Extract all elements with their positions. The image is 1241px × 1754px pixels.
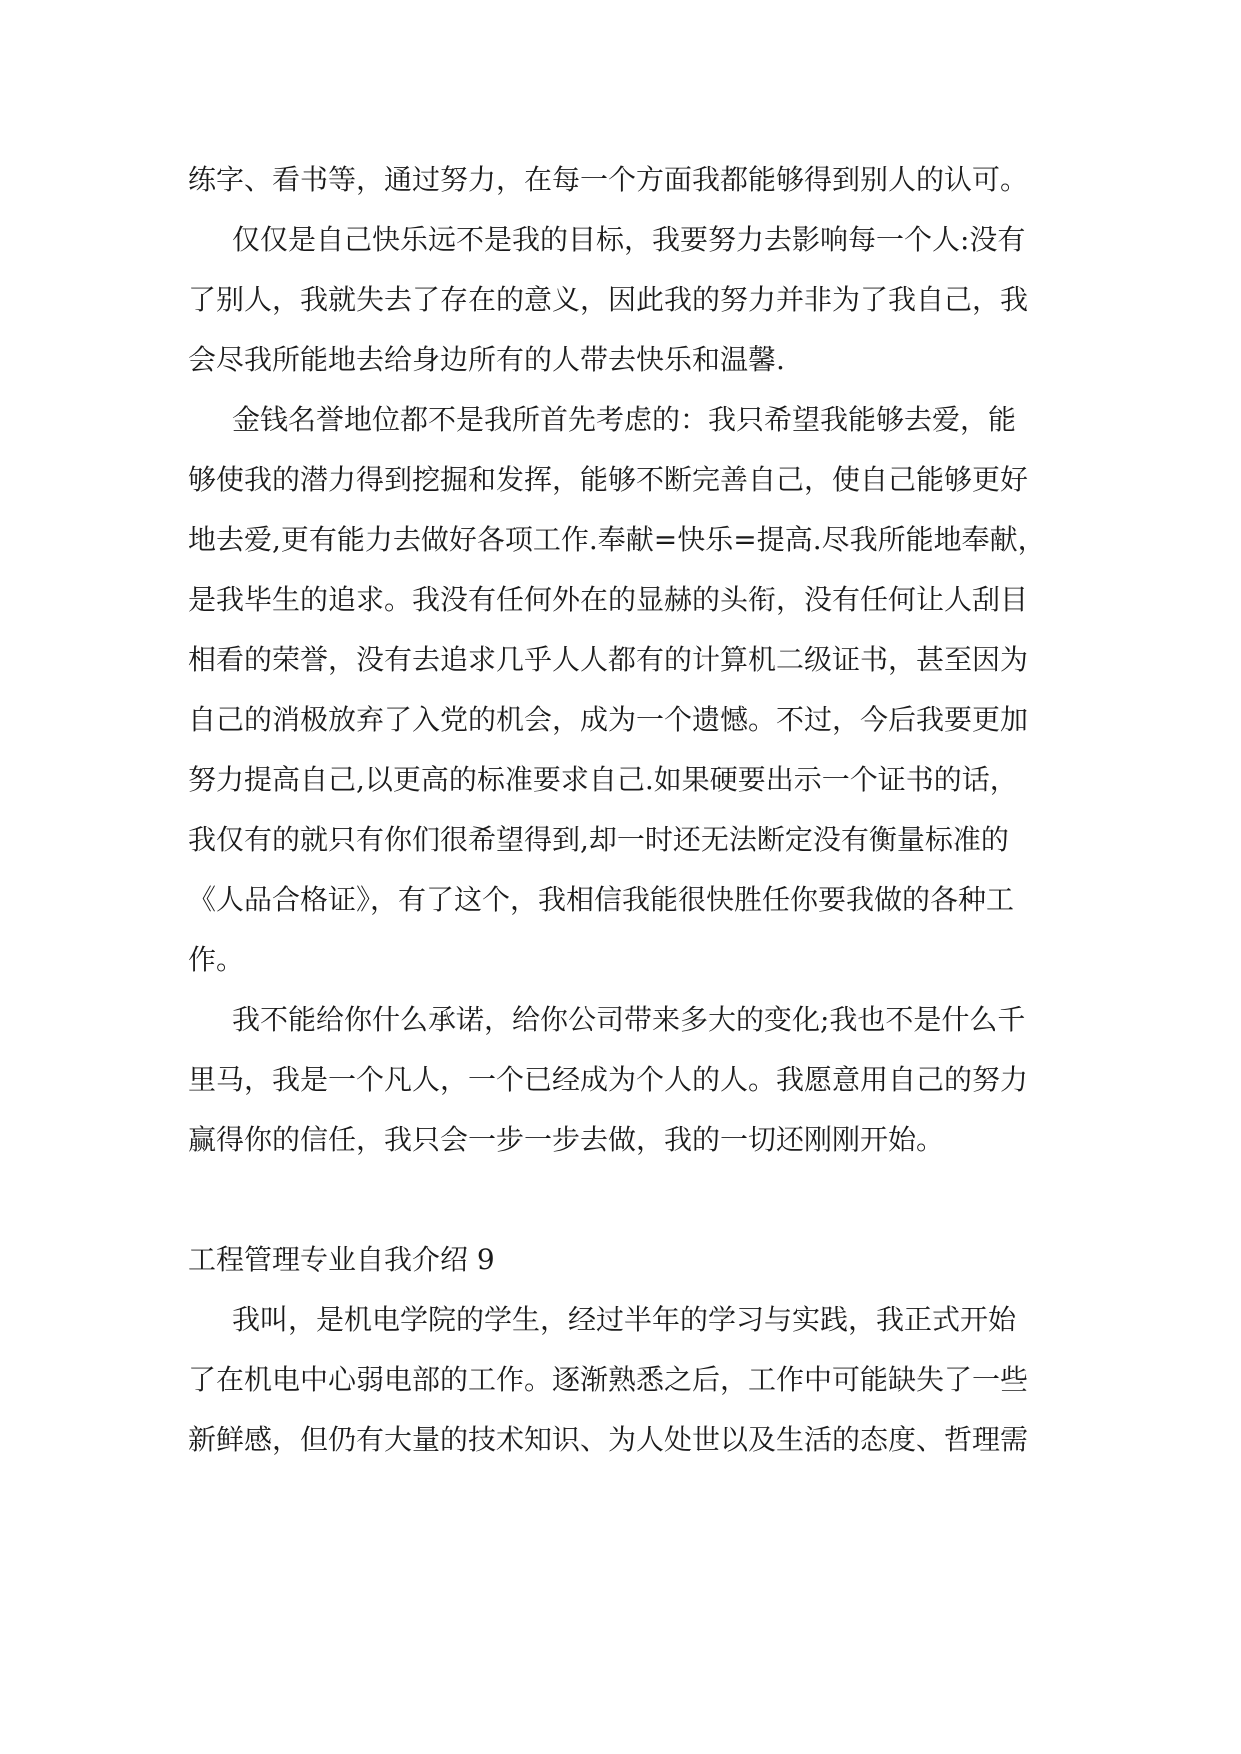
text-line: 努力提高自己,以更高的标准要求自己.如果硬要出示一个证书的话， [188, 763, 1018, 796]
paragraph-2 [188, 210, 1058, 390]
paragraph-3 [188, 390, 1058, 990]
text-line: 里马，我是一个凡人，一个已经成为个人的人。我愿意用自己的努力 [188, 1063, 1029, 1096]
text-line: 会尽我所能地去给身边所有的人带去快乐和温馨. [188, 343, 785, 376]
paragraph-4 [188, 990, 1058, 1170]
blank-gap [188, 1170, 1058, 1230]
text-line: 作。 [188, 943, 245, 976]
text-line: 我不能给你什么承诺，给你公司带来多大的变化;我也不是什么千 [232, 1003, 1026, 1036]
text-line: 相看的荣誉，没有去追求几乎人人都有的计算机二级证书，甚至因为 [188, 643, 1029, 676]
text-line: 练字、看书等，通过努力，在每一个方面我都能够得到别人的认可。 [188, 163, 1029, 196]
text-line: 了在机电中心弱电部的工作。逐渐熟悉之后，工作中可能缺失了一些 [188, 1363, 1029, 1396]
text-line: 了别人，我就失去了存在的意义，因此我的努力并非为了我自己，我 [188, 283, 1029, 316]
section-paragraph [188, 1290, 1058, 1470]
text-line: 新鲜感，但仍有大量的技术知识、为人处世以及生活的态度、哲理需 [188, 1423, 1029, 1456]
text-line: 仅仅是自己快乐远不是我的目标，我要努力去影响每一个人:没有 [232, 223, 1026, 256]
text-line: 自己的消极放弃了入党的机会，成为一个遗憾。不过，今后我要更加 [188, 703, 1029, 736]
text-line: 够使我的潜力得到挖掘和发挥，能够不断完善自己，使自己能够更好 [188, 463, 1029, 496]
document-body [188, 150, 1058, 1470]
text-line: 我叫，是机电学院的学生，经过半年的学习与实践，我正式开始 [232, 1303, 1017, 1336]
text-line: 《人品合格证》，有了这个，我相信我能很快胜任你要我做的各种工 [188, 883, 1015, 916]
text-line: 地去爱,更有能力去做好各项工作.奉献=快乐=提高.尽我所能地奉献， [188, 523, 1046, 556]
text-line: 金钱名誉地位都不是我所首先考虑的：我只希望我能够去爱，能 [232, 403, 1017, 436]
text-line: 赢得你的信任，我只会一步一步去做，我的一切还刚刚开始。 [188, 1123, 945, 1156]
paragraph-1 [188, 150, 1058, 210]
text-line: 是我毕生的追求。我没有任何外在的显赫的头衔，没有任何让人刮目 [188, 583, 1029, 616]
section-heading: 工程管理专业自我介绍 9 [188, 1243, 495, 1276]
text-line: 我仅有的就只有你们很希望得到,却一时还无法断定没有衡量标准的 [188, 823, 1009, 856]
